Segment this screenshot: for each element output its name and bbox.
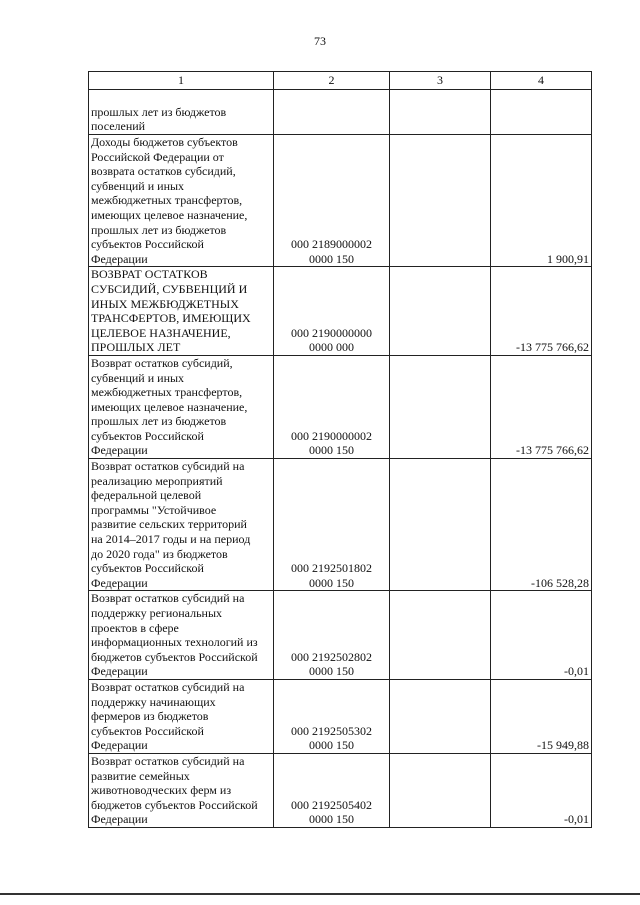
row-col3 [390,135,491,267]
table-row [89,591,592,680]
row-amount: -0,01 [491,753,592,827]
column-header-2: 2 [274,72,390,90]
row-name: ВОЗВРАТ ОСТАТКОВ СУБСИДИЙ, СУБВЕНЦИЙ И ИНЫХ МЕЖБЮДЖЕТНЫХ ТРАНСФЕРТОВ, ИМЕЮЩИХ ЦЕЛЕВОЕ НАЗНАЧЕНИЕ, ПРОШЛЫХ ЛЕТ [91,267,251,355]
column-header-1: 1 [89,72,274,90]
column-header-4: 4 [491,72,592,90]
table-row [89,753,592,827]
row-code: 000 2192505302 0000 150 [274,679,390,753]
row-name-cell [89,753,274,827]
column-header-3: 3 [390,72,491,90]
table-row [89,135,592,267]
row-name-cell [89,267,274,356]
row-name: Возврат остатков субсидий на поддержку региональных проектов в сфере информационных технологий из бюджетов субъектов Российской Федерации [91,591,258,679]
row-name: прошлых лет из бюджетов поселений [91,104,227,134]
row-code: 000 2192502802 0000 150 [274,591,390,680]
table-header [89,72,592,90]
row-code: 000 2189000002 0000 150 [274,135,390,267]
row-name: Доходы бюджетов субъектов Российской Федерации от возврата остатков субсидий, субвенций и иных межбюджетных трансфертов, имеющих целевое назначение, прошлых лет из бюджетов субъектов Российской Федерации [91,135,248,266]
row-code: 000 2192501802 0000 150 [274,459,390,591]
budget-table [88,71,592,828]
row-col3 [390,90,491,135]
row-name: Возврат остатков субсидий, субвенций и иных межбюджетных трансфертов, имеющих целевое назначение, прошлых лет из бюджетов субъектов Российской Федерации [91,355,248,458]
row-code: 000 2192505402 0000 150 [274,753,390,827]
row-amount: -0,01 [491,591,592,680]
row-name-cell [89,355,274,458]
row-name-cell [89,135,274,267]
page-number: 73 [314,34,326,48]
row-amount: -15 949,88 [491,679,592,753]
page-bottom-rule [0,893,640,895]
row-name: Возврат остатков субсидий на реализацию мероприятий федеральной целевой программы "Устойчивое развитие сельских территорий на 2014–2017 годы и на период до 2020 года" из бюджетов субъектов Российской Федерации [91,459,251,590]
table-row [89,679,592,753]
row-code [274,90,390,135]
header-row [89,72,592,90]
row-code: 000 2190000000 0000 000 [274,267,390,356]
table-row [89,267,592,356]
row-amount: 1 900,91 [491,135,592,267]
row-code: 000 2190000002 0000 150 [274,355,390,458]
row-amount: -13 775 766,62 [491,267,592,356]
row-col3 [390,355,491,458]
row-amount: -13 775 766,62 [491,355,592,458]
row-amount: -106 528,28 [491,459,592,591]
row-name-cell [89,90,274,135]
row-amount [491,90,592,135]
row-name: Возврат остатков субсидий на развитие семейных животноводческих ферм из бюджетов субъектов Российской Федерации [91,753,258,827]
row-col3 [390,679,491,753]
row-name-cell [89,459,274,591]
row-col3 [390,267,491,356]
row-col3 [390,459,491,591]
table-row [89,90,592,135]
row-col3 [390,753,491,827]
table-row [89,355,592,458]
row-name-cell [89,591,274,680]
row-col3 [390,591,491,680]
table-body [89,90,592,828]
row-name-cell [89,679,274,753]
row-name: Возврат остатков субсидий на поддержку начинающих фермеров из бюджетов субъектов Российской Федерации [91,679,245,753]
table-row [89,459,592,591]
